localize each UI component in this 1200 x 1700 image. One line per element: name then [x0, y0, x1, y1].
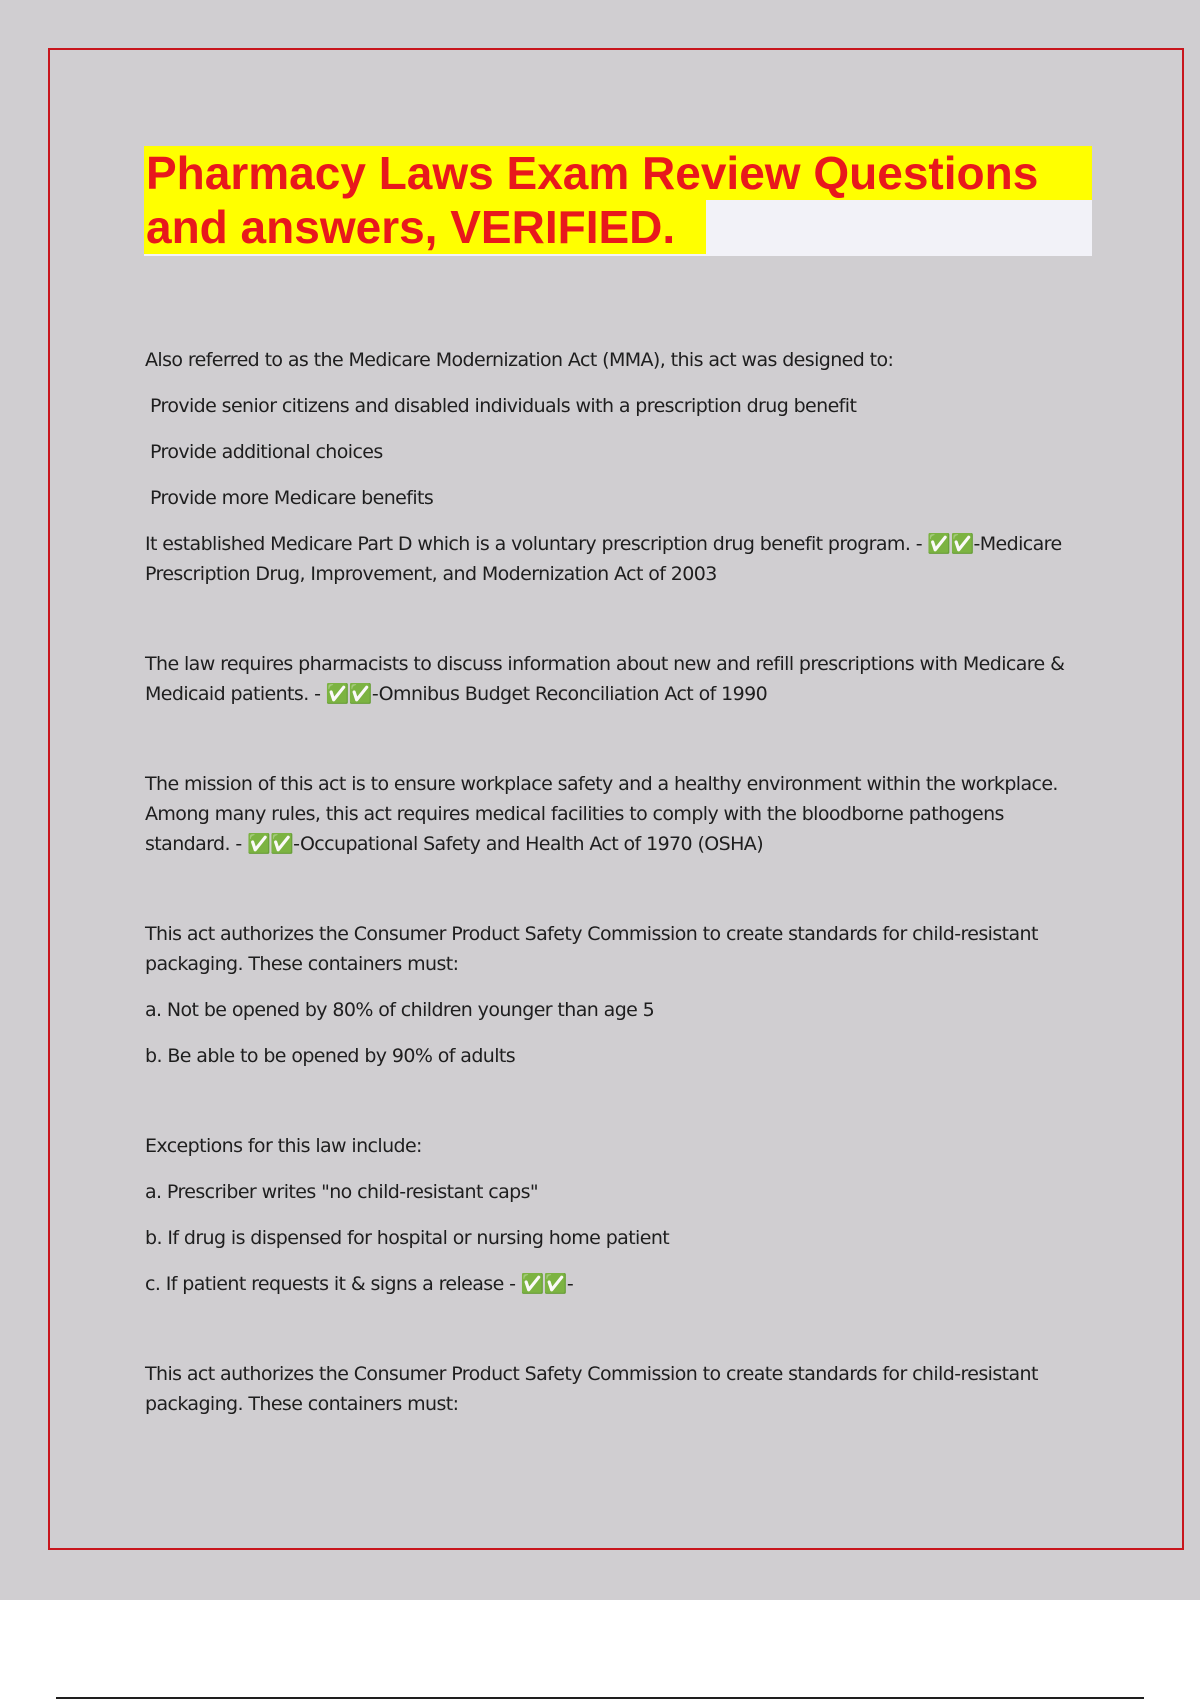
paragraph: This act authorizes the Consumer Product Safety Commission to create standards for child-resistant packaging. These containers must:: [145, 1363, 1038, 1415]
list-item: b. Be able to be opened by 90% of adults: [145, 1045, 516, 1067]
list-item: b. If drug is dispensed for hospital or nursing home patient: [145, 1227, 670, 1249]
list-item: a. Not be opened by 80% of children younger than age 5: [145, 999, 655, 1021]
paragraph: The mission of this act is to ensure workplace safety and a healthy environment within the workplace. Among many rules, this act requires medical facilities to comply with the bloodborne pathogens standard. - ✅✅-Occupational Safety and Health Act of 1970 (OSHA): [145, 773, 1058, 855]
paragraph: Exceptions for this law include:: [145, 1135, 422, 1157]
paragraph: The law requires pharmacists to discuss information about new and refill prescriptions with Medicare & Medicaid patients. - ✅✅-Omnibus Budget Reconciliation Act of 1990: [145, 653, 1065, 705]
list-item: Provide additional choices: [150, 441, 383, 463]
bottom-divider: [56, 1697, 1144, 1699]
title-line-2: and answers, VERIFIED.: [144, 200, 706, 254]
list-item: Provide more Medicare benefits: [150, 487, 434, 509]
title-line-1: Pharmacy Laws Exam Review Questions: [144, 146, 1092, 200]
list-item: Provide senior citizens and disabled individuals with a prescription drug benefit: [150, 395, 857, 417]
paragraph: Also referred to as the Medicare Modernization Act (MMA), this act was designed to:: [145, 349, 894, 371]
list-item: c. If patient requests it & signs a release - ✅✅-: [145, 1273, 574, 1295]
list-item: a. Prescriber writes "no child-resistant caps": [145, 1181, 539, 1203]
paragraph: This act authorizes the Consumer Product Safety Commission to create standards for child-resistant packaging. These containers must:: [145, 923, 1038, 975]
paragraph: It established Medicare Part D which is a voluntary prescription drug benefit program. - ✅✅-Medicare Prescription Drug, Improvement, and Modernization Act of 2003: [145, 533, 1062, 585]
document-body: [145, 345, 1085, 1419]
